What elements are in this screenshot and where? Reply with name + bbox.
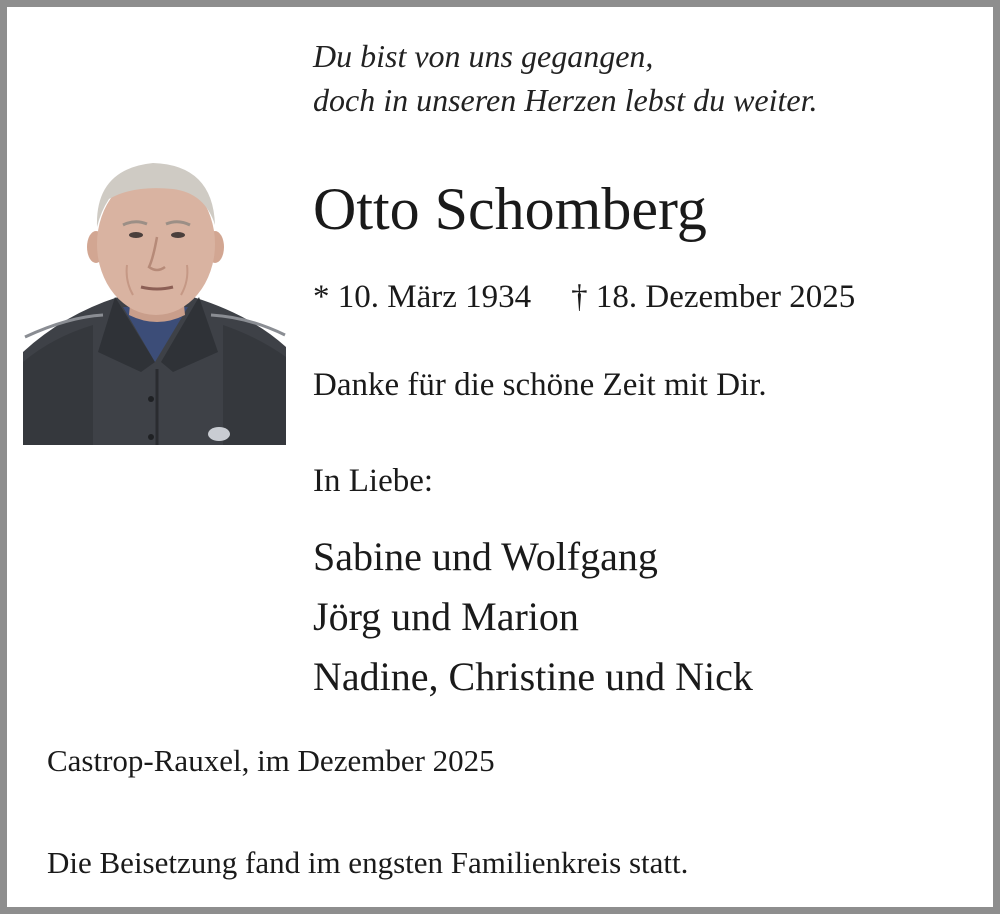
mourner-line: Nadine, Christine und Nick bbox=[313, 654, 753, 699]
mourners-list bbox=[313, 527, 753, 707]
quote-line-1: Du bist von uns gegangen, bbox=[313, 38, 654, 74]
burial-note: Die Beisetzung fand im engsten Familienkreis statt. bbox=[47, 845, 689, 880]
memorial-quote bbox=[313, 34, 818, 122]
birth-date: * 10. März 1934 bbox=[313, 279, 532, 315]
thanks-text: Danke für die schöne Zeit mit Dir. bbox=[313, 367, 767, 403]
death-date: † 18. Dezember 2025 bbox=[571, 279, 856, 315]
deceased-name: Otto Schomberg bbox=[313, 176, 707, 242]
portrait-photo bbox=[23, 147, 286, 445]
in-love-label: In Liebe: bbox=[313, 463, 434, 499]
mourner-line: Jörg und Marion bbox=[313, 594, 579, 639]
place-date: Castrop-Rauxel, im Dezember 2025 bbox=[47, 743, 495, 778]
life-dates bbox=[313, 277, 855, 317]
quote-line-2: doch in unseren Herzen lebst du weiter. bbox=[313, 82, 818, 118]
mourner-line: Sabine und Wolfgang bbox=[313, 534, 658, 579]
